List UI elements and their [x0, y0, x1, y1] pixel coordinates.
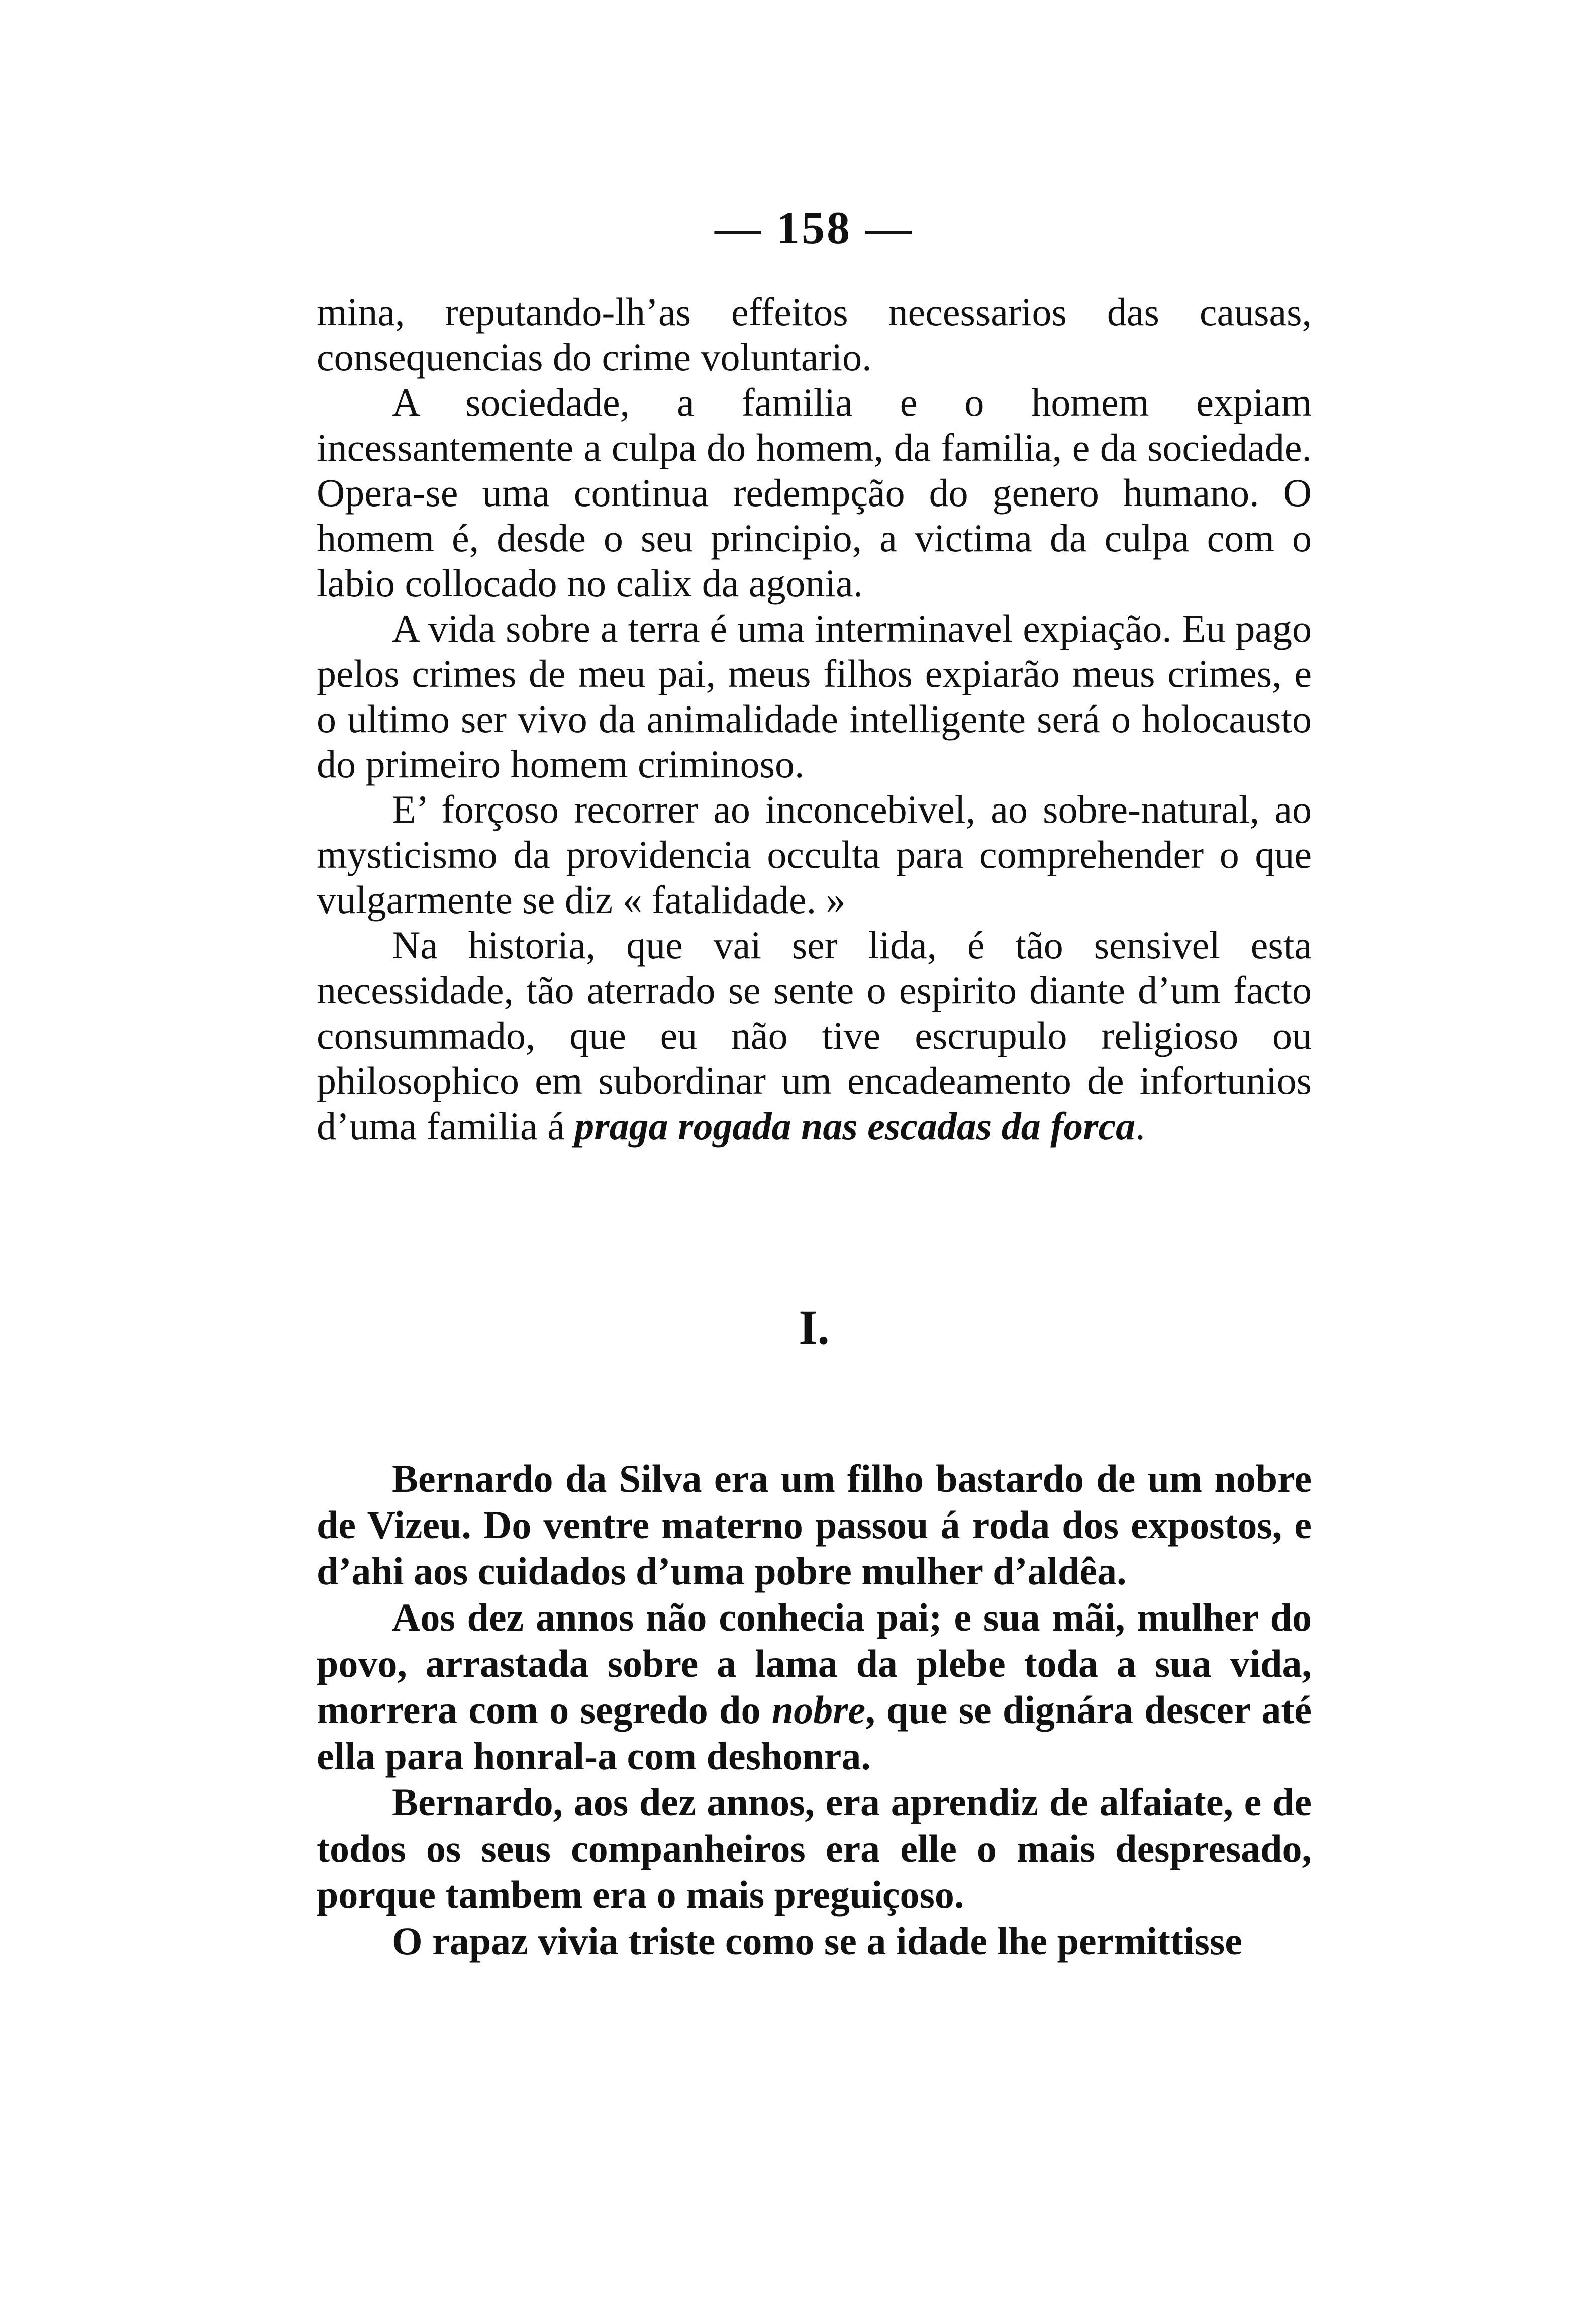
paragraph [317, 923, 1312, 1149]
emphasized-text: nobre [771, 1688, 866, 1732]
chapter-text [317, 1456, 1312, 1964]
paragraph-text: Na historia, que vai ser lida, é tão sensivel esta necessidade, tão aterrado se sente o espirito diante d’um facto consummado, que eu não tive escrupulo religioso ou philosophico em subordinar um encadeamento de infortunios d’uma familia á [317, 923, 1312, 1148]
page-number: — 158 — [715, 202, 914, 253]
book-page [317, 201, 1312, 1964]
emphasized-text: praga rogada nas escadas da forca [574, 1104, 1136, 1148]
section-heading: I. [799, 1300, 830, 1354]
paragraph: Bernardo da Silva era um filho bastardo de um nobre de Vizeu. Do ventre materno passou á roda dos expostos, e d’ahi aos cuidados d’uma pobre mulher d’aldêa. [317, 1457, 1312, 1593]
paragraph: O rapaz vivia triste como se a idade lhe permittisse [392, 1919, 1242, 1963]
paragraph: A sociedade, a familia e o homem expiam incessantemente a culpa do homem, da familia, e da sociedade. Opera-se uma continua redempção do genero humano. O homem é, desde o seu principio, a victima da culpa com o labio collocado no calix da agonia. [317, 380, 1312, 605]
paragraph: mina, reputando-lh’as effeitos necessarios das causas, consequencias do crime voluntario. [317, 290, 1312, 379]
paragraph: E’ forçoso recorrer ao inconcebivel, ao sobre-natural, ao mysticismo da providencia occulta para comprehender o que vulgarmente se diz « fatalidade. » [317, 787, 1312, 922]
paragraph-text: . [1135, 1104, 1145, 1148]
paragraph: Bernardo, aos dez annos, era aprendiz de alfaiate, e de todos os seus companheiros era elle o mais despresado, porque tambem era o mais preguiçoso. [317, 1780, 1312, 1916]
intro-text [317, 289, 1312, 1149]
paragraph: A vida sobre a terra é uma interminavel expiação. Eu pago pelos crimes de meu pai, meus filhos expiarão meus crimes, e o ultimo ser vivo da animalidade intelligente será o holocausto do primeiro homem criminoso. [317, 607, 1312, 786]
paragraph-text: , que se dignára descer até ella para honral-a com deshonra. [317, 1688, 1312, 1778]
paragraph-text: Aos dez annos não conhecia pai; e sua mãi, mulher do povo, arrastada sobre a lama da plebe toda a sua vida, morrera com o segredo do [317, 1595, 1312, 1732]
paragraph [317, 1594, 1312, 1779]
